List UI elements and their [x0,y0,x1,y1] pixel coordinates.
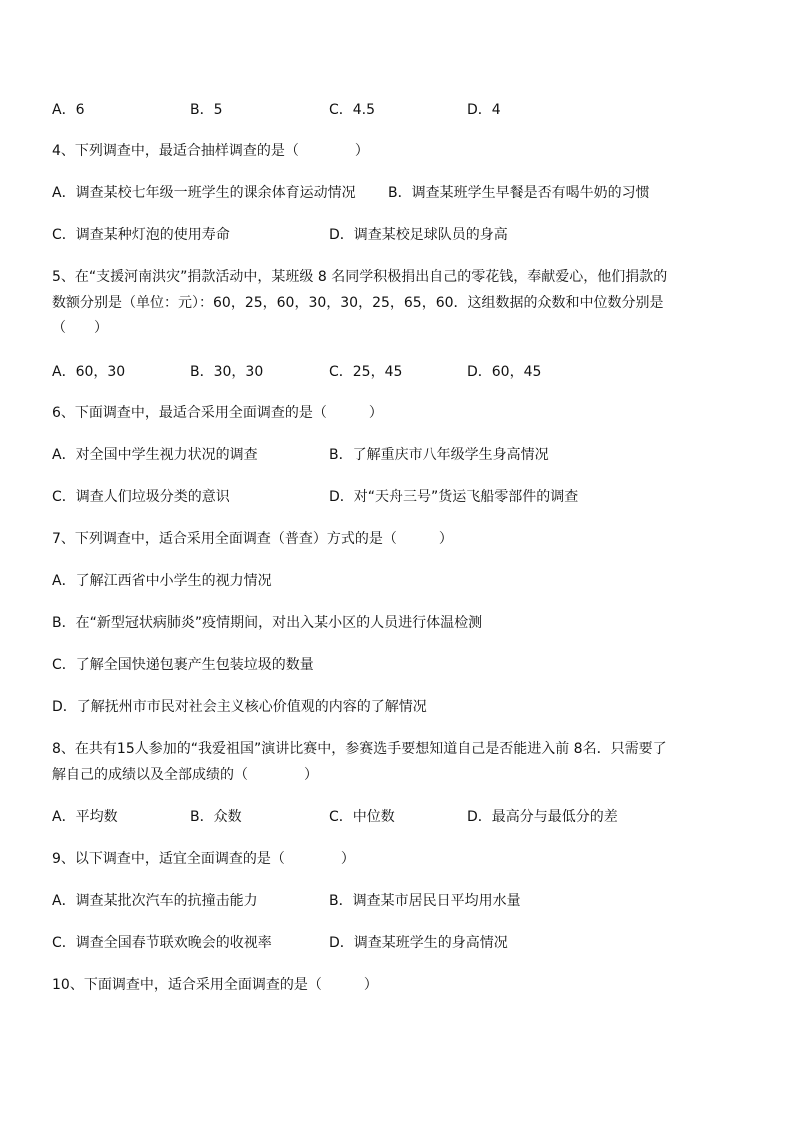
q6-option-a: A．对全国中学生视力状况的调查 [52,447,258,463]
q9-option-c: C．调查全国春节联欢晚会的收视率 [52,935,272,951]
q3-option-c: C．4.5 [329,102,376,118]
q3-option-d: D．4 [467,102,501,118]
q5-option-c: C．25，45 [329,364,403,380]
q7-option-a: A．了解江西省中小学生的视力情况 [52,573,272,589]
q4-stem: 4、下列调查中，最适合抽样调查的是（ ） [52,143,369,159]
q4-option-d: D．调查某校足球队员的身高 [329,227,508,243]
q5-option-b: B．30，30 [190,364,264,380]
q6-option-d: D．对“天舟三号”货运飞船零部件的调查 [329,489,579,505]
q5-stem-line-3: （ ） [52,320,108,336]
q9-stem: 9、以下调查中，适宜全面调查的是（ ） [52,851,355,867]
q3-option-a: A．6 [52,102,85,118]
q4-option-a: A．调查某校七年级一班学生的课余体育运动情况 [52,185,356,201]
q6-stem: 6、下面调查中，最适合采用全面调查的是（ ） [52,405,383,421]
q6-option-b: B．了解重庆市八年级学生身高情况 [329,447,549,463]
q9-option-b: B．调查某市居民日平均用水量 [329,893,521,909]
q5-stem-line-2: 数额分别是（单位：元）：60，25，60，30，30，25，65，60．这组数据的众数和中位数分别是 [52,295,664,311]
q10-stem: 10、下面调查中，适合采用全面调查的是（ ） [52,977,378,993]
q9-option-d: D．调查某班学生的身高情况 [329,935,508,951]
q8-option-d: D．最高分与最低分的差 [467,809,618,825]
q7-stem: 7、下列调查中，适合采用全面调查（普查）方式的是（ ） [52,531,453,547]
q8-stem-line-1: 8、在共有15人参加的“我爱祖国”演讲比赛中，参赛选手要想知道自己是否能进入前 8名．只需要了 [52,741,667,757]
q6-option-c: C．调查人们垃圾分类的意识 [52,489,230,505]
q8-option-a: A．平均数 [52,809,118,825]
q7-option-b: B．在“新型冠状病肺炎”疫情期间，对出入某小区的人员进行体温检测 [52,615,483,631]
q3-option-b: B．5 [190,102,223,118]
q8-stem-line-2: 解自己的成绩以及全部成绩的（ ） [52,767,318,783]
q5-option-a: A．60，30 [52,364,126,380]
q8-option-c: C．中位数 [329,809,395,825]
q5-stem-line-1: 5、在“支援河南洪灾”捐款活动中，某班级 8 名同学积极捐出自己的零花钱，奉献爱心，他们捐款的 [52,269,668,285]
q7-option-c: C．了解全国快递包裹产生包装垃圾的数量 [52,657,314,673]
q7-option-d: D．了解抚州市市民对社会主义核心价值观的内容的了解情况 [52,699,427,715]
q4-option-b: B．调查某班学生早餐是否有喝牛奶的习惯 [388,185,650,201]
q4-option-c: C．调查某种灯泡的使用寿命 [52,227,230,243]
q5-option-d: D．60，45 [467,364,542,380]
q9-option-a: A．调查某批次汽车的抗撞击能力 [52,893,258,909]
q8-option-b: B．众数 [190,809,242,825]
